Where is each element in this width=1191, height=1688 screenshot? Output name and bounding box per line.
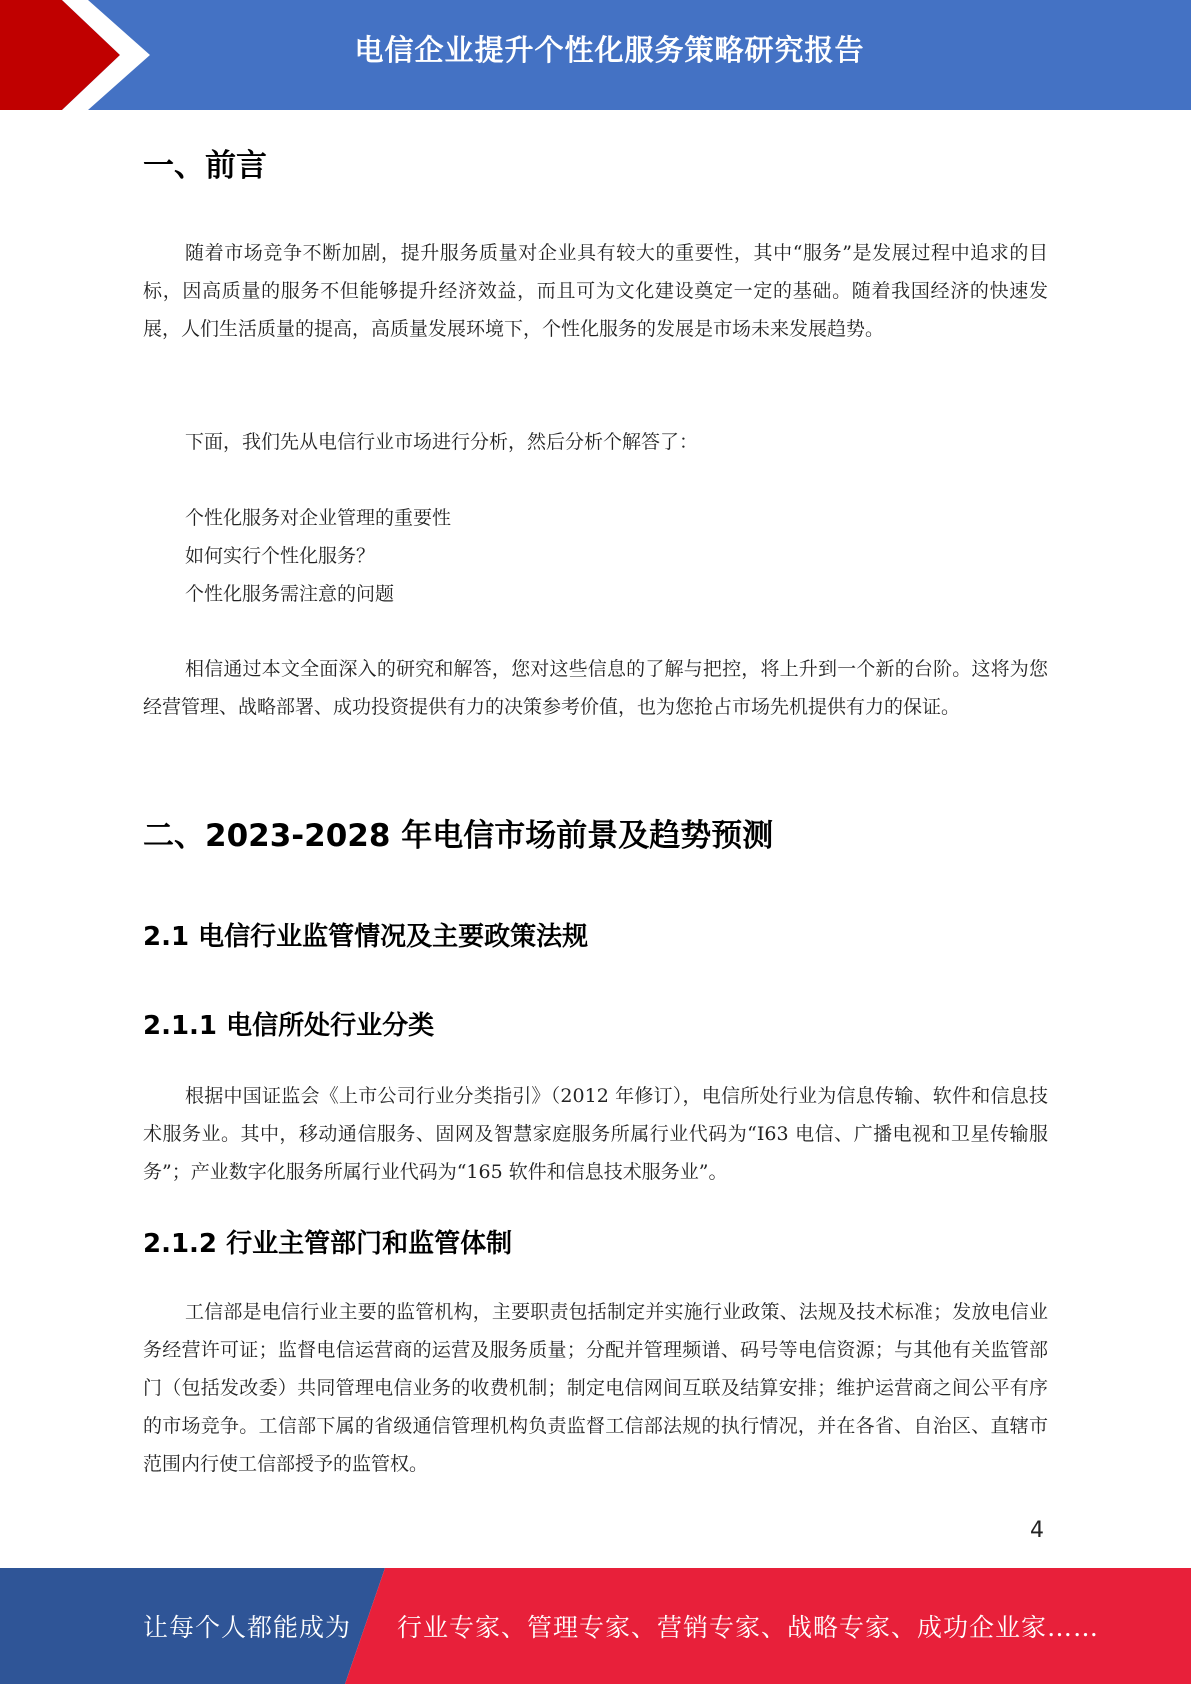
- header-bar: [0, 0, 1191, 110]
- footer-banner: [0, 1568, 1191, 1684]
- preface-paragraph-3: 相信通过本文全面深入的研究和解答，您对这些信息的了解与把控，将上升到一个新的台阶。这将为您经营管理、战略部署、成功投资提供有力的决策参考价值，也为您抢占市场先机提供有力的保证。: [143, 658, 1048, 718]
- report-title: 电信企业提升个性化服务策略研究报告: [354, 33, 865, 67]
- section-2-1-1-paragraph: 根据中国证监会《上市公司行业分类指引》（2012 年修订），电信所处行业为信息传输、软件和信息技术服务业。其中，移动通信服务、固网及智慧家庭服务所属行业代码为“I63 电信、广播电视和卫星传输服务”；产业数字化服务所属行业代码为“165 软件和信息技术服务业”。: [143, 1085, 1048, 1183]
- page-number: 4: [1030, 1518, 1044, 1543]
- preface-question-list: [185, 499, 451, 613]
- forecast-heading: 二、2023-2028 年电信市场前景及趋势预测: [143, 818, 774, 854]
- preface-paragraph-1: 随着市场竞争不断加剧，提升服务质量对企业具有较大的重要性，其中“服务”是发展过程中追求的目标，因高质量的服务不但能够提升经济效益，而且可为文化建设奠定一定的基础。随着我国经济的快速发展，人们生活质量的提高，高质量发展环境下，个性化服务的发展是市场未来发展趋势。: [143, 242, 1048, 340]
- list-item: 个性化服务需注意的问题: [185, 583, 395, 605]
- footer-slogan-right: 行业专家、管理专家、营销专家、战略专家、成功企业家……: [397, 1613, 1100, 1642]
- section-2-1-2-heading: 2.1.2 行业主管部门和监管体制: [143, 1229, 513, 1259]
- section-2-1-1-heading: 2.1.1 电信所处行业分类: [143, 1011, 435, 1041]
- section-2-1-2-paragraph: 工信部是电信行业主要的监管机构，主要职责包括制定并实施行业政策、法规及技术标准；发放电信业务经营许可证；监督电信运营商的运营及服务质量；分配并管理频谱、码号等电信资源；与其他有关监管部门（包括发改委）共同管理电信业务的收费机制；制定电信网间互联及结算安排；维护运营商之间公平有序的市场竞争。工信部下属的省级通信管理机构负责监督工信部法规的执行情况，并在各省、自治区、直辖市范围内行使工信部授予的监管权。: [143, 1301, 1048, 1475]
- footer-slogan-left: 让每个人都能成为: [143, 1613, 352, 1642]
- preface-heading: 一、前言: [143, 148, 267, 184]
- preface-paragraph-2: 下面，我们先从电信行业市场进行分析，然后分析个解答了：: [185, 431, 699, 453]
- list-item: 个性化服务对企业管理的重要性: [185, 507, 452, 529]
- section-2-1-heading: 2.1 电信行业监管情况及主要政策法规: [143, 922, 589, 952]
- list-item: 如何实行个性化服务？: [185, 545, 376, 567]
